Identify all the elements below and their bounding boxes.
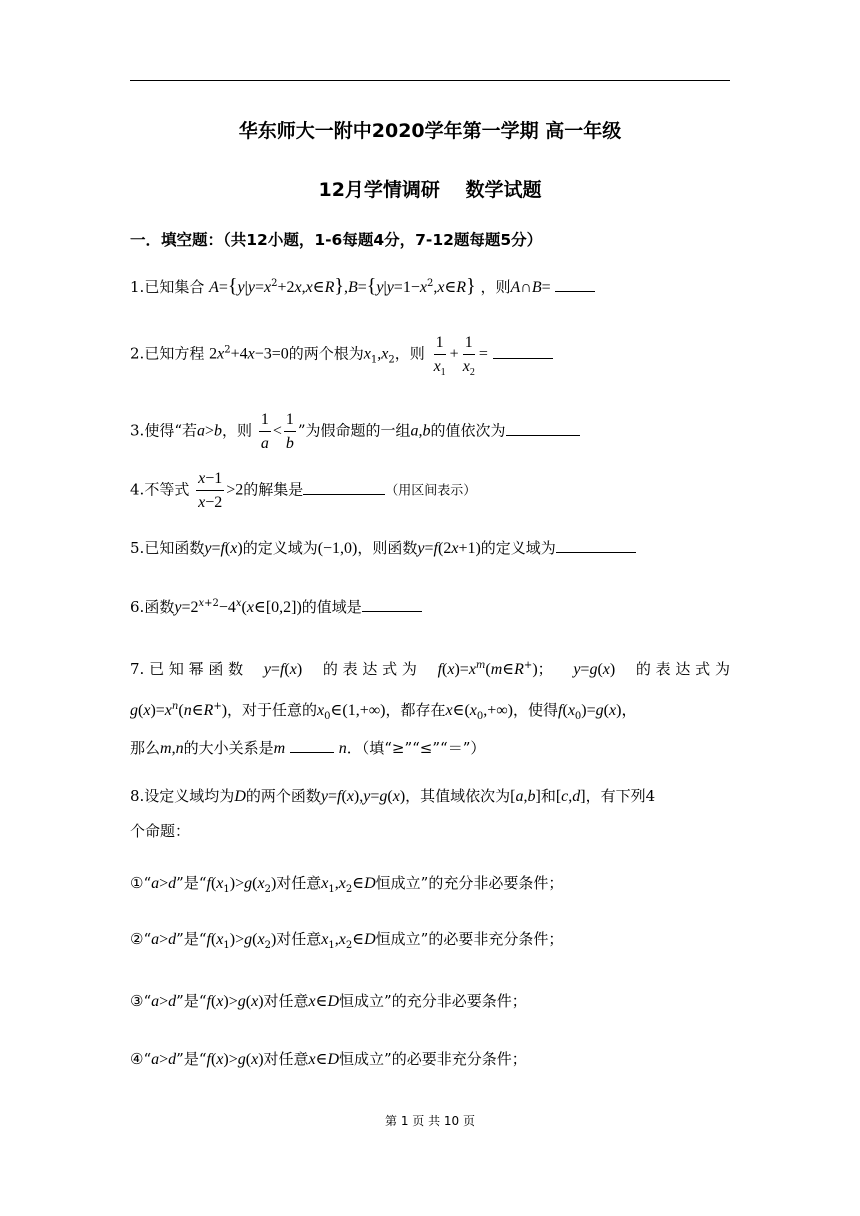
question-6: 6.函数$y=2^{x+2}-4^x(x\in[0,2])$的值域是: [130, 597, 730, 616]
answer-blank: [493, 344, 553, 359]
question-5: 5.已知函数y=f(x)的定义域为(−1,0)，则函数y=f(2x+1)的定义域为: [130, 538, 730, 557]
proposition-2: ②“a>d”是“$f(x_1)>g(x_2)$对任意$x_1,x_2\in D$恒成立”的必要非充分条件；: [130, 930, 564, 951]
question-3: 3.使得“若a>b，则 $\frac{1}{a}$ < $\frac{1}{b}$ ”为假命题的一组a,b的值依次为: [130, 411, 730, 452]
proposition-4: ④“a>d”是“f(x)>g(x)对任意x∈D恒成立”的必要非充分条件；: [130, 1050, 527, 1068]
question-4: 4.不等式 $\frac{x-1}{x-2}$ >2的解集是 （用区间表示）: [130, 470, 477, 511]
fraction-inequality: $\frac{x-1}{x-2}$: [198, 470, 223, 511]
fraction-1-over-b: $\frac{1}{b}$: [285, 411, 294, 452]
question-7-line-3: 那么m,n的大小关系是m n．（填“≥”“≤”“＝”）: [130, 739, 486, 757]
fraction-1-over-x2: $\frac{1}{x_2}$: [462, 334, 475, 378]
answer-blank: [556, 538, 636, 553]
answer-blank: [506, 421, 580, 436]
proposition-3: ③“a>d”是“f(x)>g(x)对任意x∈D恒成立”的充分非必要条件；: [130, 992, 527, 1010]
answer-blank: [362, 597, 422, 612]
answer-blank: [303, 480, 385, 495]
exam-subtitle: 12月学情调研 数学试题: [318, 179, 542, 201]
question-7-line-2: $g(x)=x^n(n\in R^+)$，对于任意的$x_0\in(1,+\infty)$，都存在$x\in(x_0,+\infty)$，使得$f(x_0)=g(x)$，: [130, 701, 638, 722]
section-heading: 一．填空题：（共12小题，1-6每题4分，7-12题每题5分）: [130, 231, 543, 249]
math-set-a: A: [209, 279, 219, 296]
proposition-1: ①“a>d”是“$f(x_1)>g(x_2)$对任意$x_1,x_2\in D$恒成立”的充分非必要条件；: [130, 874, 564, 895]
fraction-1-over-x1: $\frac{1}{x_1}$: [433, 334, 446, 378]
header-rule: [130, 80, 730, 81]
question-1: 1.已知集合 $A=\{y|y=x^2+2x,x\in R\},B=\{y|y=1-x^2,x\in R\}$ ，则A∩B=: [130, 276, 730, 296]
question-7-line-1: 7. 已 知 幂 函 数 y=f(x) 的 表 达 式 为 $f(x)=x^m(m\in R^+)$； y=g(x) 的 表 达 式 为: [130, 660, 730, 678]
question-8-line-2: 个命题：: [130, 822, 191, 840]
question-2: 2.已知方程 $2x^2+4x-3=0$的两个根为$x_1,x_2$，则 $\frac{1}{x_1}$ + $\frac{1}{x_2}$ =: [130, 334, 730, 375]
fraction-1-over-a: $\frac{1}{a}$: [260, 411, 269, 452]
exam-title: 华东师大一附中2020学年第一学期 高一年级: [238, 120, 622, 142]
answer-blank: [290, 738, 334, 753]
question-8-line-1: 8.设定义域均为D的两个函数y=f(x),y=g(x)，其值域依次为[a,b]和[c,d]，有下列4: [130, 787, 656, 805]
page-footer: 第 1 页 共 10 页: [385, 1114, 475, 1128]
answer-blank: [555, 277, 595, 292]
